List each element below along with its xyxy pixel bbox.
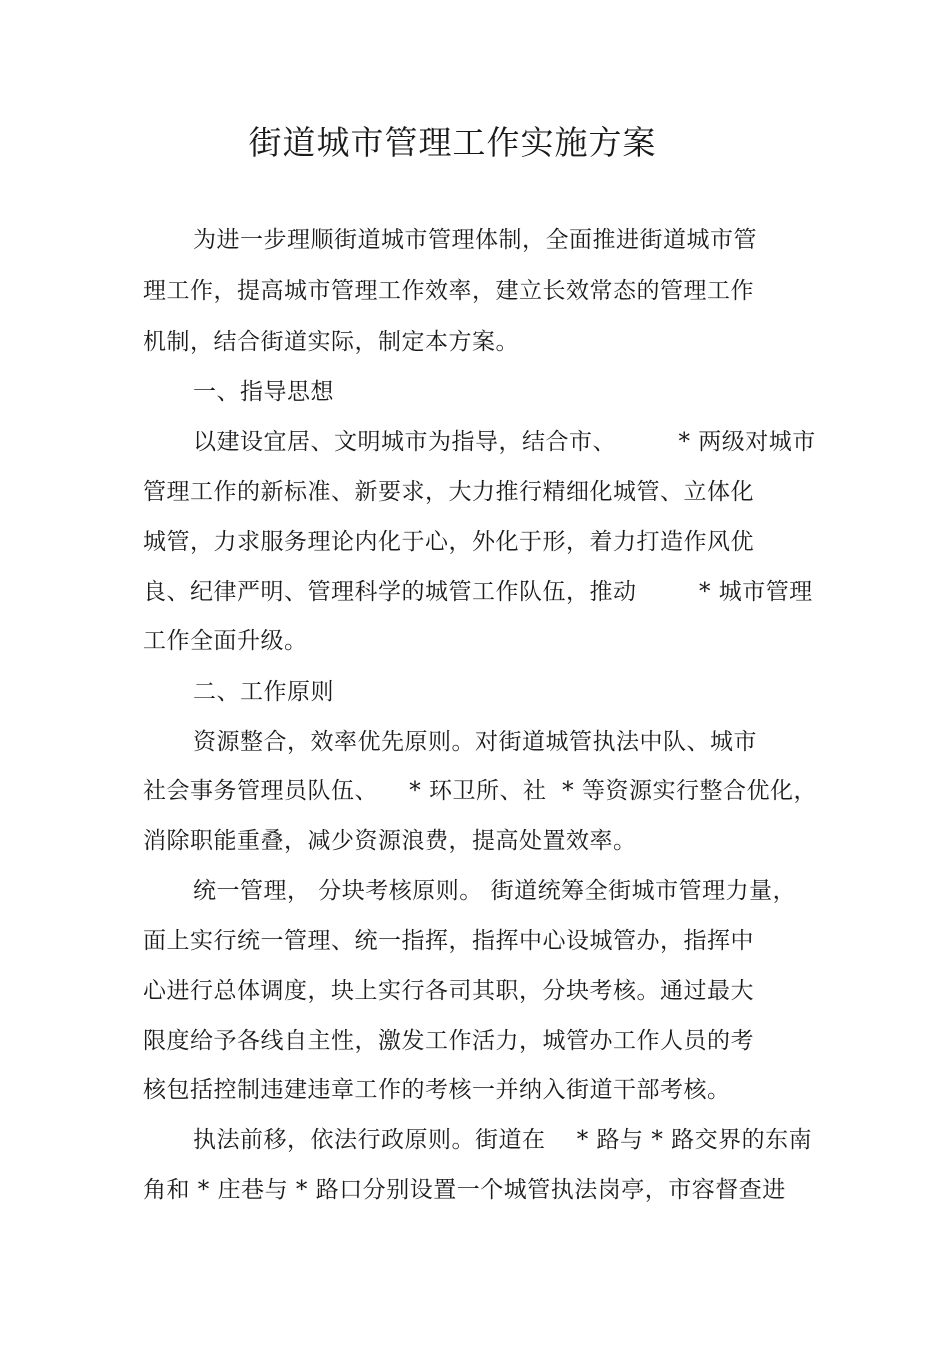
paragraph-line: 良、纪律严明、管理科学的城管工作队伍，推动 * 城市管理 — [143, 579, 813, 605]
paragraph-line: 执法前移，依法行政原则。街道在 * 路与 * 路交界的东南 — [193, 1127, 813, 1153]
section-heading: 二、工作原则 — [193, 679, 334, 705]
paragraph-line: 心进行总体调度，块上实行各司其职，分块考核。通过最大 — [143, 978, 754, 1004]
paragraph-line: 统一管理， 分块考核原则。 街道统筹全街城市管理力量， — [193, 878, 797, 904]
paragraph-line: 为进一步理顺街道城市管理体制，全面推进街道城市管 — [193, 227, 757, 253]
paragraph-line: 城管，力求服务理论内化于心，外化于形，着力打造作风优 — [143, 529, 754, 555]
paragraph-line: 资源整合，效率优先原则。对街道城管执法中队、城市 — [193, 729, 757, 755]
section-heading: 一、指导思想 — [193, 379, 334, 405]
paragraph-line: 机制，结合街道实际，制定本方案。 — [143, 329, 519, 355]
paragraph-line: 消除职能重叠，减少资源浪费，提高处置效率。 — [143, 828, 637, 854]
document-title: 街道城市管理工作实施方案 — [248, 123, 657, 162]
paragraph-line: 面上实行统一管理、统一指挥，指挥中心设城管办，指挥中 — [143, 928, 754, 954]
paragraph-line: 角和 * 庄巷与 * 路口分别设置一个城管执法岗亭，市容督查进 — [143, 1177, 786, 1203]
paragraph-line: 理工作，提高城市管理工作效率，建立长效常态的管理工作 — [143, 278, 754, 304]
paragraph-line: 核包括控制违建违章工作的考核一并纳入街道干部考核。 — [143, 1077, 731, 1103]
paragraph-line: 管理工作的新标准、新要求，大力推行精细化城管、立体化 — [143, 479, 754, 505]
paragraph-line: 限度给予各线自主性，激发工作活力，城管办工作人员的考 — [143, 1028, 754, 1054]
paragraph-line: 社会事务管理员队伍、 * 环卫所、社 * 等资源实行整合优化， — [143, 778, 817, 804]
paragraph-line: 以建设宜居、文明城市为指导，结合市、 * 两级对城市 — [193, 429, 816, 455]
paragraph-line: 工作全面升级。 — [143, 628, 308, 654]
